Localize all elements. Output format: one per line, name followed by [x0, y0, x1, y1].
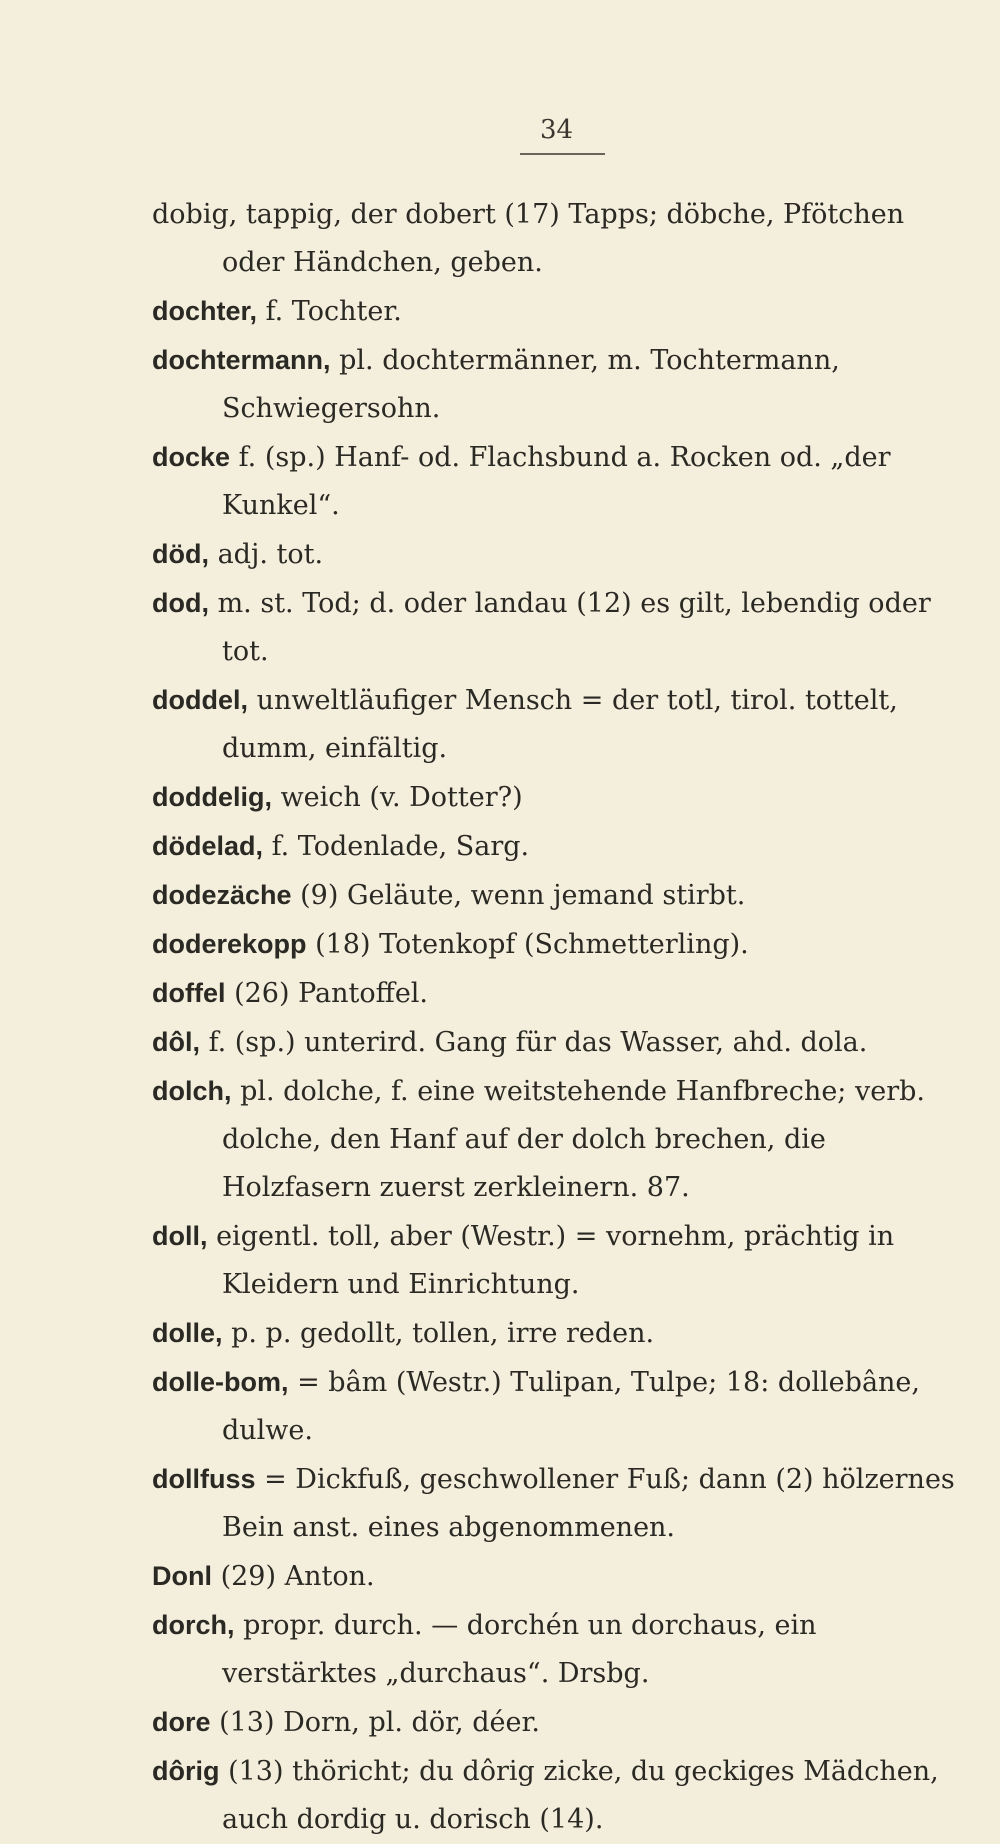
dictionary-entry	[152, 1455, 972, 1552]
dictionary-entry	[152, 773, 972, 822]
page-number: 34	[540, 115, 574, 145]
dictionary-entry	[152, 920, 972, 969]
entry-headword: doffel	[152, 978, 226, 1008]
entry-definition: weich (v. Dotter?)	[271, 782, 523, 813]
entry-definition: pl. dolche, f. eine weitstehende Hanfbreche; verb. dolche, den Hanf auf der dolch brechen, die Holzfasern zuerst zerkleinern. 87.	[222, 1076, 925, 1203]
dictionary-entry	[152, 530, 972, 579]
entry-definition: (26) Pantoffel.	[225, 978, 429, 1009]
entry-definition: = Dickfuß, geschwollener Fuß; dann (2) hölzernes Bein anst. eines abgenommenen.	[222, 1464, 955, 1543]
entry-headword: dolch,	[152, 1076, 232, 1106]
entry-headword: doddelig,	[152, 782, 272, 812]
dictionary-entry	[152, 433, 972, 530]
dictionary-entries	[152, 190, 972, 1844]
entry-definition: = bâm (Westr.) Tulipan, Tulpe; 18: dollebâne, dulwe.	[222, 1367, 920, 1446]
entry-definition: (29) Anton.	[212, 1561, 375, 1592]
entry-definition: dobig, tappig, der dobert (17) Tapps; döbche, Pfötchen oder Händchen, geben.	[152, 199, 905, 278]
entry-definition: f. Todenlade, Sarg.	[263, 831, 530, 862]
dictionary-entry	[152, 1067, 972, 1212]
entry-headword: dorch,	[152, 1610, 235, 1640]
entry-headword: dödelad,	[152, 831, 264, 861]
dictionary-entry	[152, 579, 972, 676]
dictionary-entry	[152, 1358, 972, 1455]
entry-headword: dôl,	[152, 1027, 200, 1057]
entry-definition: pl. dochtermänner, m. Tochtermann, Schwiegersohn.	[222, 345, 840, 424]
dictionary-entry	[152, 871, 972, 920]
dictionary-entry	[152, 1212, 972, 1309]
entry-headword: dore	[152, 1707, 211, 1737]
entry-headword: död,	[152, 539, 209, 569]
dictionary-entry	[152, 1698, 972, 1747]
entry-headword: doll,	[152, 1221, 208, 1251]
entry-definition: f. (sp.) Hanf- od. Flachsbund a. Rocken od. „der Kunkel“.	[222, 442, 891, 521]
dictionary-entry	[152, 822, 972, 871]
entry-definition: f. (sp.) unterird. Gang für das Wasser, ahd. dola.	[200, 1027, 868, 1058]
dictionary-entry	[152, 1018, 972, 1067]
dictionary-entry	[152, 1552, 972, 1601]
entry-headword: doddel,	[152, 685, 248, 715]
entry-definition: propr. durch. — dorchén un dorchaus, ein verstärktes „durchaus“. Drsbg.	[222, 1610, 817, 1689]
entry-definition: adj. tot.	[208, 539, 324, 570]
entry-headword: dochtermann,	[152, 345, 331, 375]
entry-headword: dod,	[152, 588, 209, 618]
entry-definition: unweltläufiger Mensch = der totl, tirol. tottelt, dumm, einfältig.	[222, 685, 898, 764]
entry-definition: (13) Dorn, pl. dör, déer.	[210, 1707, 540, 1738]
entry-headword: docke	[152, 442, 231, 472]
entry-definition: p. p. gedollt, tollen, irre reden.	[222, 1318, 655, 1349]
entry-headword: dolle,	[152, 1318, 223, 1348]
page-number-rule	[520, 153, 605, 155]
dictionary-entry	[152, 336, 972, 433]
dictionary-entry	[152, 1309, 972, 1358]
entry-headword: dôrig	[152, 1756, 220, 1786]
entry-headword: doderekopp	[152, 929, 307, 959]
entry-definition: eigentl. toll, aber (Westr.) = vornehm, prächtig in Kleidern und Einrichtung.	[207, 1221, 895, 1300]
dictionary-entry	[152, 190, 972, 287]
dictionary-entry	[152, 1747, 972, 1844]
entry-headword: dochter,	[152, 296, 258, 326]
dictionary-entry	[152, 1601, 972, 1698]
entry-definition: (18) Totenkopf (Schmetterling).	[306, 929, 749, 960]
entry-definition: (9) Geläute, wenn jemand stirbt.	[291, 880, 746, 911]
entry-headword: dollfuss	[152, 1464, 256, 1494]
entry-definition: f. Tochter.	[257, 296, 402, 327]
dictionary-entry	[152, 287, 972, 336]
dictionary-entry	[152, 969, 972, 1018]
dictionary-entry	[152, 676, 972, 773]
entry-headword: dodezäche	[152, 880, 292, 910]
entry-headword: dolle-bom,	[152, 1367, 289, 1397]
entry-definition: m. st. Tod; d. oder landau (12) es gilt, lebendig oder tot.	[208, 588, 931, 667]
entry-headword: Donl	[152, 1561, 212, 1591]
entry-definition: (13) thöricht; du dôrig zicke, du geckiges Mädchen, auch dordig u. dorisch (14).	[219, 1756, 939, 1835]
